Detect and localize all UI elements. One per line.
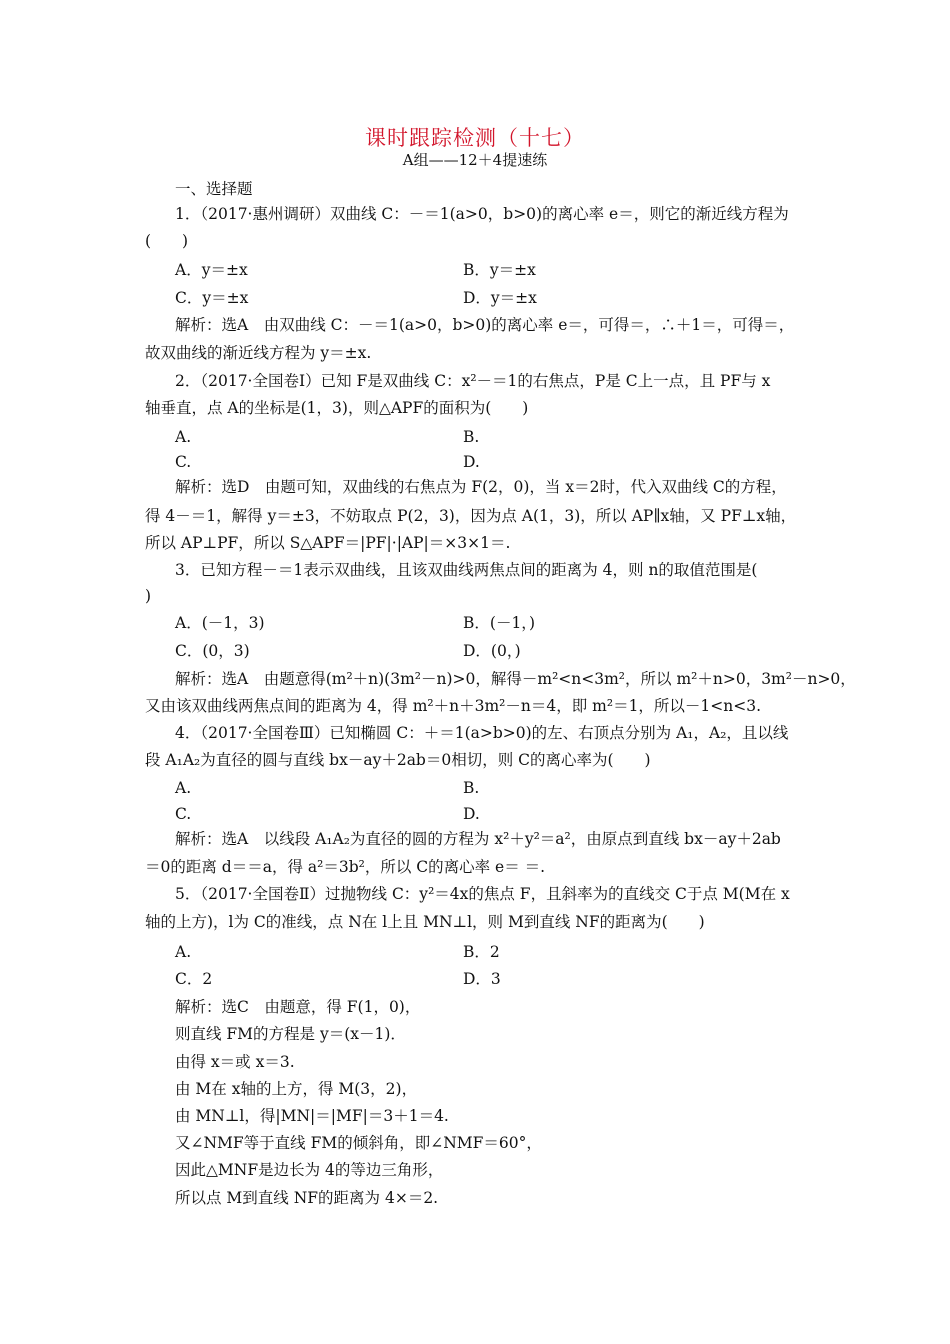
q5-solution-line5: 由 MN⊥l，得|MN|＝|MF|＝3＋1＝4. xyxy=(175,1107,449,1125)
q1-option-d: D．y＝±x xyxy=(463,289,537,307)
q2-solution-line2: 得 4－＝1，解得 y＝±3，不妨取点 P(2，3)，因为点 A(1，3)，所以 AP∥x轴，又 PF⊥x轴， xyxy=(145,507,797,525)
q2-option-b: B. xyxy=(463,428,480,446)
q5-stem-line2: 轴的上方)，l为 C的准线，点 N在 l上且 MN⊥l，则 M到直线 NF的距离为( ) xyxy=(145,913,705,931)
q5-option-a: A. xyxy=(175,943,192,961)
q5-solution-line1: 解析：选C 由题意，得 F(1，0)， xyxy=(175,998,421,1016)
q4-option-a: A. xyxy=(175,779,192,797)
q5-solution-line3: 由得 x＝或 x＝3. xyxy=(175,1053,295,1071)
q5-stem-line1: 5．（2017·全国卷Ⅱ）过抛物线 C：y²＝4x的焦点 F，且斜率为的直线交 C于点 M(M在 x xyxy=(175,885,790,903)
q3-stem-line1: 3．已知方程－＝1表示双曲线，且该双曲线两焦点间的距离为 4，则 n的取值范围是( xyxy=(175,561,758,579)
page-subtitle: A组——12＋4提速练 xyxy=(402,151,548,169)
q4-option-c: C. xyxy=(175,805,192,823)
q3-solution-line1: 解析：选A 由题意得(m²＋n)(3m²－n)>0，解得－m²<n<3m²，所以 m²＋n>0，3m²－n>0， xyxy=(175,670,856,688)
q1-stem-line2: ( ) xyxy=(145,232,189,250)
q3-option-d: D．(0，) xyxy=(463,642,521,660)
q2-option-d: D. xyxy=(463,453,480,471)
q2-stem-line2: 轴垂直，点 A的坐标是(1，3)，则△APF的面积为( ) xyxy=(145,399,529,417)
q1-option-b: B．y＝±x xyxy=(463,261,536,279)
page-title: 课时跟踪检测（十七） xyxy=(365,126,585,150)
q5-option-d: D．3 xyxy=(463,970,501,988)
q3-stem-line2: ) xyxy=(145,587,152,605)
q4-stem-line1: 4．（2017·全国卷Ⅲ）已知椭圆 C：＋＝1(a>b>0)的左、右顶点分别为 A₁，A₂，且以线 xyxy=(175,724,789,742)
q5-solution-line2: 则直线 FM的方程是 y＝(x－1)． xyxy=(175,1025,406,1043)
q1-option-c: C．y＝±x xyxy=(175,289,249,307)
q4-solution-line1: 解析：选A 以线段 A₁A₂为直径的圆的方程为 x²＋y²＝a²，由原点到直线 bx－ay＋2ab xyxy=(175,830,781,848)
q2-solution-line3: 所以 AP⊥PF，所以 S△APF＝|PF|·|AP|＝×3×1＝. xyxy=(145,534,511,552)
q5-solution-line4: 由 M在 x轴的上方，得 M(3，2)， xyxy=(175,1080,418,1098)
q5-solution-line7: 因此△MNF是边长为 4的等边三角形， xyxy=(175,1161,444,1179)
q2-stem-line1: 2．（2017·全国卷Ⅰ）已知 F是双曲线 C：x²－＝1的右焦点，P是 C上一点，且 PF与 x xyxy=(175,372,771,390)
q1-option-a: A．y＝±x xyxy=(175,261,248,279)
section-heading: 一、选择题 xyxy=(175,180,253,198)
q5-solution-line6: 又∠NMF等于直线 FM的倾斜角，即∠NMF＝60°， xyxy=(175,1134,542,1152)
q2-solution-line1: 解析：选D 由题可知，双曲线的右焦点为 F(2，0)，当 x＝2时，代入双曲线 C的方程， xyxy=(175,478,787,496)
q3-solution-line2: 又由该双曲线两焦点间的距离为 4，得 m²＋n＋3m²－n＝4，即 m²＝1，所以－1<n<3. xyxy=(145,697,762,715)
q1-stem-line1: 1．（2017·惠州调研）双曲线 C：－＝1(a>0，b>0)的离心率 e＝，则它的渐近线方程为 xyxy=(175,205,789,223)
q4-option-b: B. xyxy=(463,779,480,797)
q2-option-c: C. xyxy=(175,453,192,471)
q4-stem-line2: 段 A₁A₂为直径的圆与直线 bx－ay＋2ab＝0相切，则 C的离心率为( ) xyxy=(145,751,651,769)
q2-option-a: A. xyxy=(175,428,192,446)
q1-solution-line2: 故双曲线的渐近线方程为 y＝±x. xyxy=(145,344,372,362)
q3-option-c: C．(0，3) xyxy=(175,642,250,660)
q5-option-c: C．2 xyxy=(175,970,213,988)
q5-option-b: B．2 xyxy=(463,943,500,961)
q4-solution-line2: ＝0的距离 d＝＝a，得 a²＝3b²，所以 C的离心率 e＝ ＝. xyxy=(145,858,546,876)
q5-solution-line8: 所以点 M到直线 NF的距离为 4×＝2. xyxy=(175,1189,439,1207)
q4-option-d: D. xyxy=(463,805,480,823)
q3-option-a: A．(－1，3) xyxy=(175,614,265,632)
q3-option-b: B．(－1，) xyxy=(463,614,536,632)
q1-solution-line1: 解析：选A 由双曲线 C：－＝1(a>0，b>0)的离心率 e＝，可得＝，∴＋1＝，可得＝， xyxy=(175,316,795,334)
